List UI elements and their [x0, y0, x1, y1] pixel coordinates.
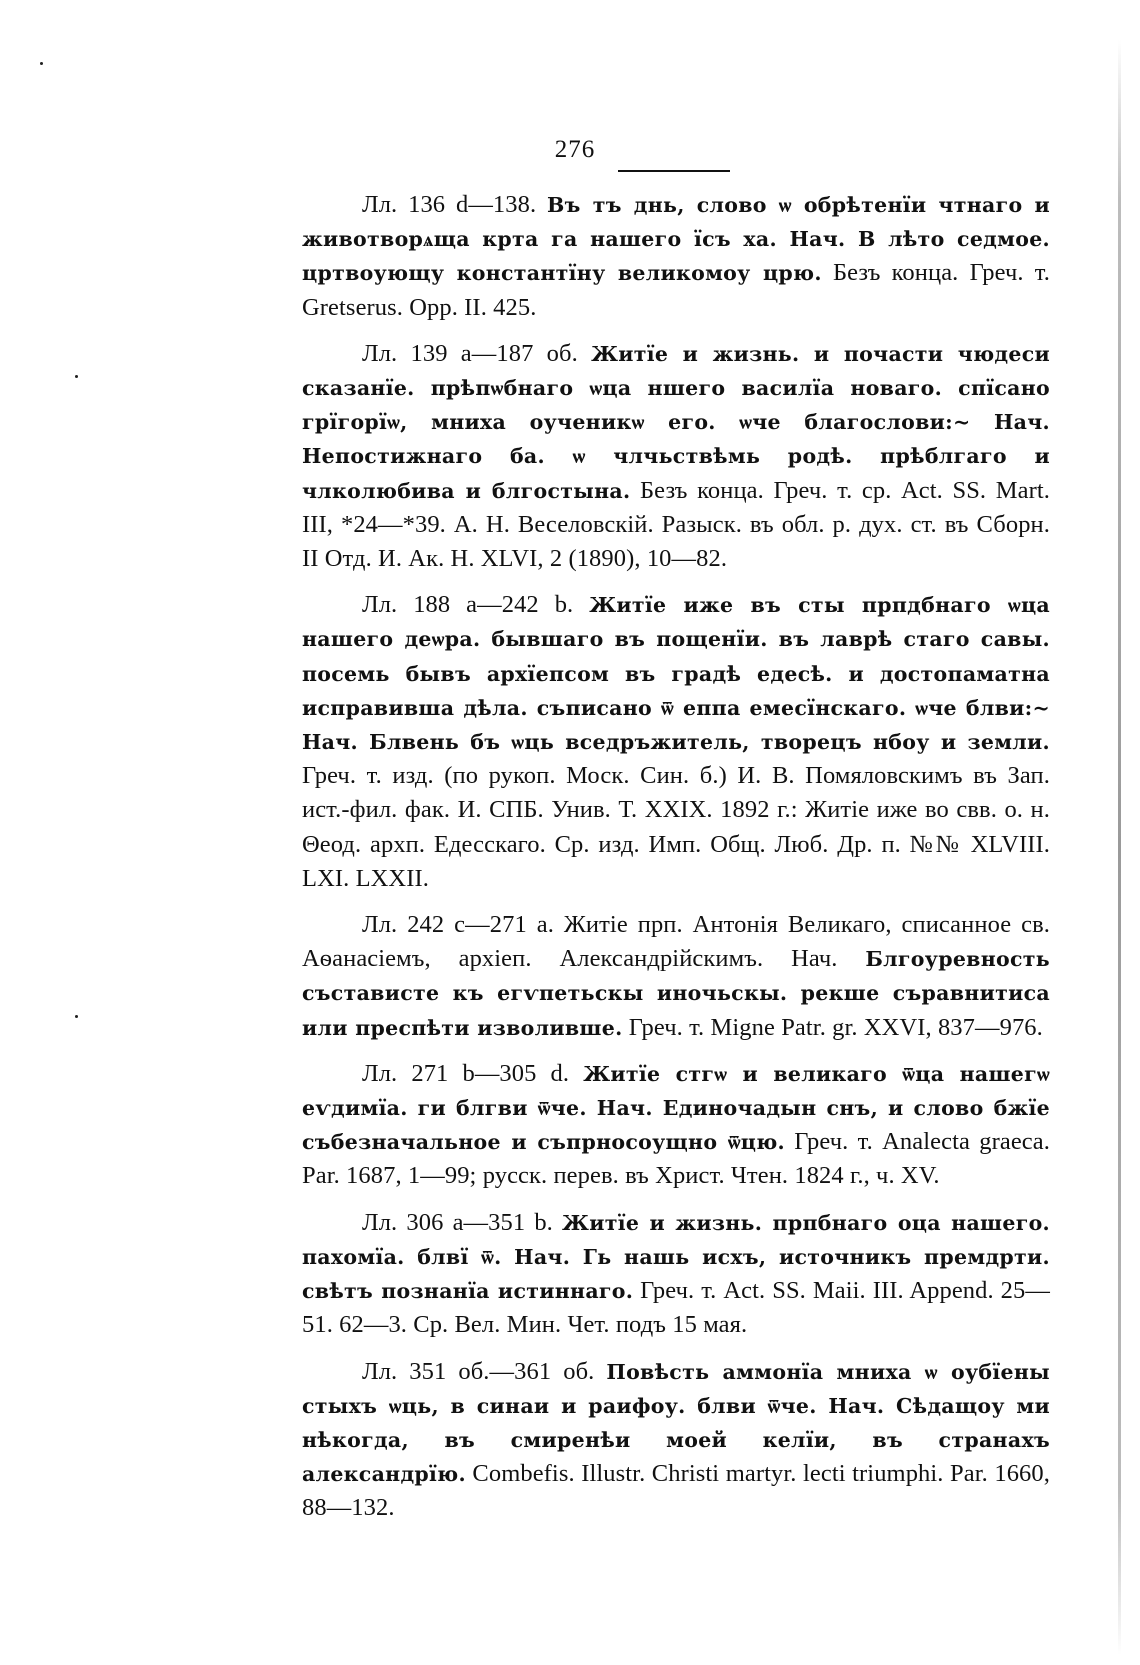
- manuscript-entry: [302, 1057, 1050, 1194]
- slavonic-text: Въ тъ днь, слово ѡ обрѣтенїи чтнаго и животворѧща крта га нашего їсъ ха. Нач. В лѣто седмое. цртвоующу константїну великомоу црю.: [302, 193, 1050, 286]
- leaf-reference: Лл. 136 d—138.: [362, 191, 537, 218]
- scan-speck: [75, 1015, 78, 1018]
- bibliographic-note: Греч. т. Migne Patr. gr. XXVI, 837—976.: [628, 1013, 1043, 1041]
- slavonic-text: Повѣсть аммонїа мниха ѡ оубїены стыхъ ѡць, в синаи и раифоу. блви ѿче. Нач. Сѣдащоу ми нѣкогда, въ смиренѣи моей келїи, въ странахъ александрїю.: [302, 1359, 1050, 1487]
- bibliographic-note: Греч. т. Analecta graeca. Par. 1687, 1—99; русск. перев. въ Христ. Чтен. 1824 г., ч. XV.: [302, 1128, 1050, 1190]
- bibliographic-note: Безъ конца. Греч. т. Gretserus. Opp. II. 425.: [302, 259, 1050, 321]
- page-number-rule: [618, 170, 730, 172]
- manuscript-entry: [302, 1206, 1050, 1343]
- leaf-reference: Лл. 188 а—242 b.: [362, 591, 574, 619]
- slavonic-text: Житїе и жизнь. прпбнаго оца нашего. пахомїа. блвї ѿ. Нач. Гь нашь исхъ, источникъ премдрти. свѣтъ познанїа истиннаго.: [302, 1210, 1050, 1304]
- page-number: 276: [554, 136, 596, 163]
- scan-speck: [75, 375, 78, 378]
- manuscript-entry: [302, 188, 1050, 325]
- slavonic-text: Блгоуревность състависте къ егѵпетьскы иночьскы. рекше съравнитиса или преспѣти изволивше.: [302, 947, 1050, 1040]
- manuscript-entry: [302, 337, 1050, 576]
- manuscript-entry: [302, 1355, 1050, 1526]
- bibliographic-note: Безъ конца. Греч. т. ср. Act. SS. Mart. III, *24—*39. А. Н. Веселовскій. Разыск. въ обл. р. дух. ст. въ Сборн. II Отд. И. Ак. Н. XLVI, 2 (1890), 10—82.: [302, 476, 1050, 573]
- description-text: Житіе прп. Антонія Великаго, списанное св. Аѳанасіемъ, архіеп. Александрійскимъ. Нач.: [302, 911, 1050, 973]
- manuscript-entry: [302, 588, 1050, 896]
- bibliographic-note: Combefis. Illustr. Christi martyr. lecti triumphi. Par. 1660, 88—132.: [302, 1460, 1050, 1522]
- page-body: [302, 188, 1050, 1538]
- scan-speck: [40, 62, 43, 65]
- scan-edge: [1118, 40, 1121, 1655]
- leaf-reference: Лл. 271 b—305 d.: [362, 1059, 570, 1087]
- leaf-reference: Лл. 306 а—351 b.: [362, 1208, 553, 1236]
- bibliographic-note: Греч. т. Act. SS. Maii. III. Append. 25—51. 62—3. Ср. Вел. Мин. Чет. подъ 15 мая.: [302, 1277, 1050, 1339]
- slavonic-text: Житїе иже въ сты прпдбнаго ѡца нашего деѡра. бывшаго въ пощенїи. въ лаврѣ стаго савы. посемь бывъ архїепсом въ градѣ едесѣ. и достопаматна исправивша дѣла. съписано ѿ еппа емесїнскаго. ѡче блви:~ Нач. Блвень бъ ѡць вседръжитель, творецъ нбоу и земли.: [302, 593, 1050, 755]
- leaf-reference: Лл. 351 об.—361 об.: [362, 1357, 595, 1385]
- leaf-reference: Лл. 139 а—187 об.: [362, 339, 578, 367]
- slavonic-text: Житїе стгѡ и великаго ѿца нашегѡ еѵдимїа. ги блгви ѿче. Нач. Единочадын снъ, и слово бжїе събезначальное и съпрносоущно ѿцю.: [302, 1061, 1050, 1155]
- slavonic-text: Житїе и жизнь. и почасти чюдеси сказанїе. прѣпѡбнаго ѡца ншего василїа новаго. спїсано грїгорїѡ, мниха оученикѡ его. ѡче благослови:~ Нач. Непостижнаго ба. ѡ члчьствѣмь родѣ. прѣблгаго и члколюбива и блгостына.: [302, 341, 1050, 503]
- manuscript-entry: [302, 908, 1050, 1045]
- bibliographic-note: Греч. т. изд. (по рукоп. Моск. Син. б.) И. В. Помяловскимъ въ Зап. ист.-фил. фак. И. СПБ. Унив. Т. XXIX. 1892 г.: Житіе иже во свв. о. н. Θеод. архп. Едесскаго. Ср. изд. Имп. Общ. Люб. Др. п. №№ XLVIII. LXI. LXXII.: [302, 762, 1050, 892]
- leaf-reference: Лл. 242 с—271 а.: [362, 911, 554, 939]
